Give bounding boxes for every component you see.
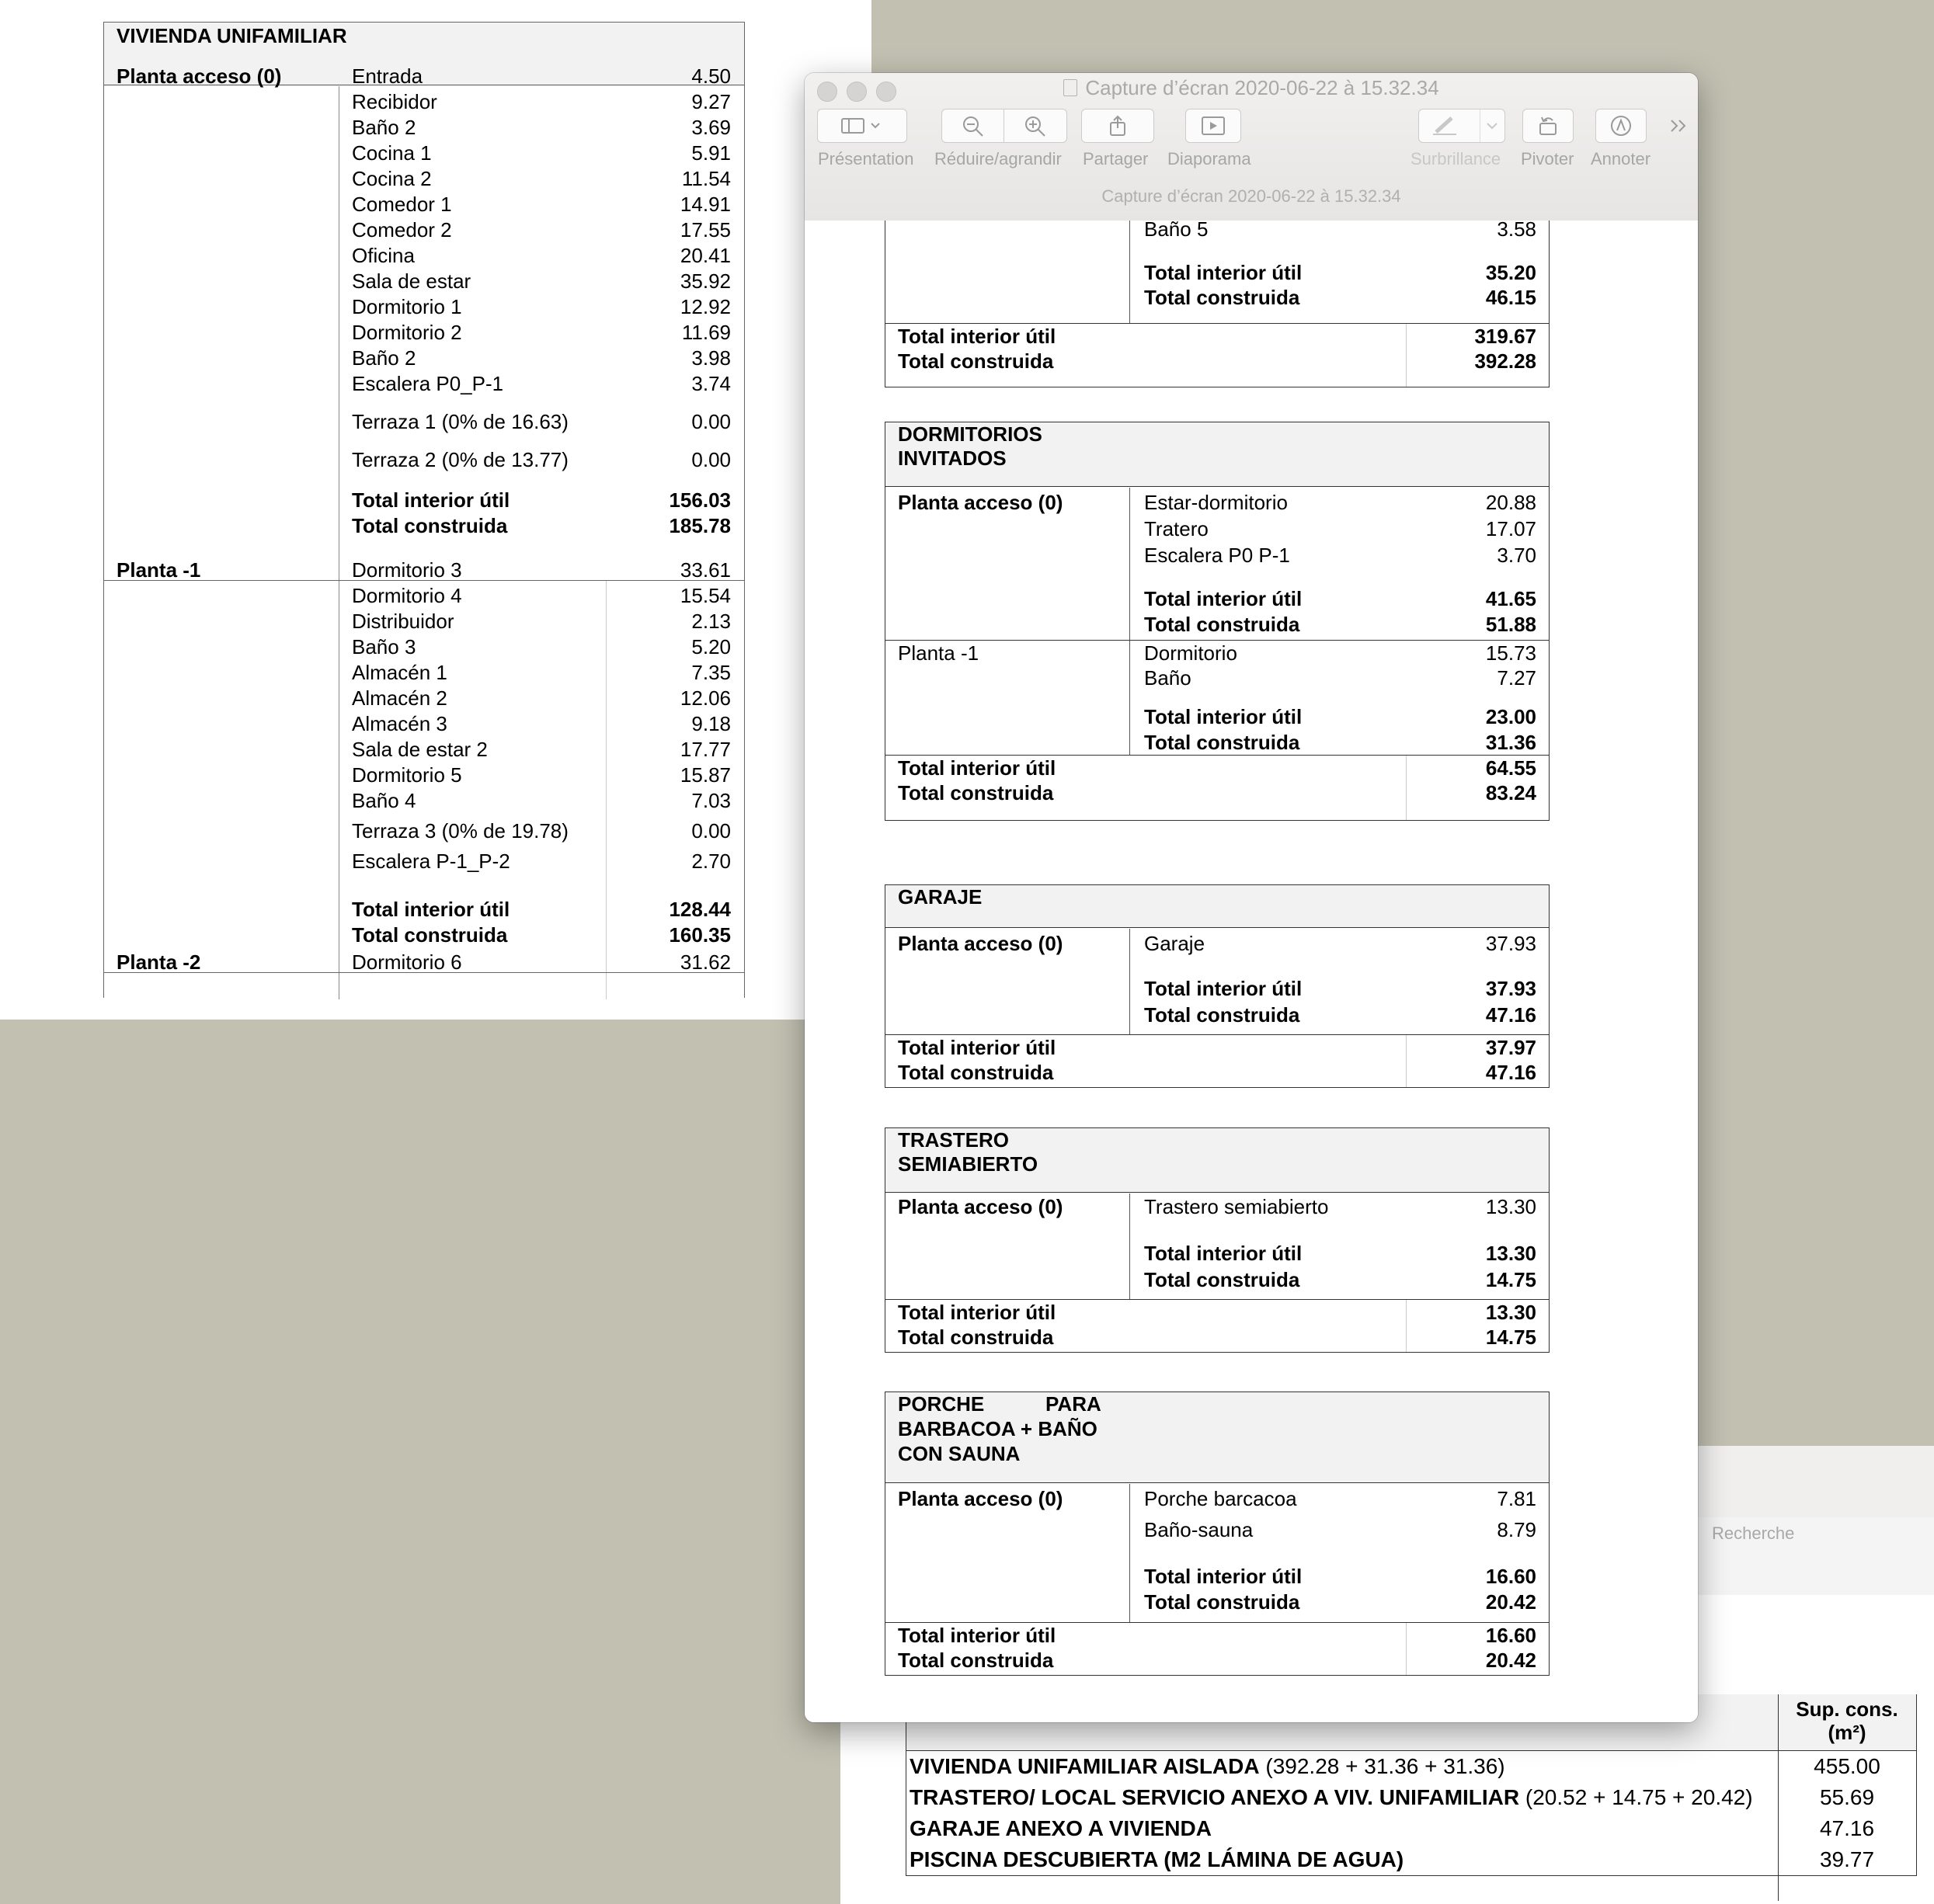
table-row — [352, 346, 731, 370]
table-row — [352, 819, 731, 843]
table-header — [885, 422, 1549, 487]
row-value: 7.35 — [691, 661, 731, 684]
summary-use-name: GARAJE ANEXO A VIVIENDA — [910, 1816, 1212, 1840]
zoom-out-icon[interactable] — [959, 114, 987, 137]
grand-total-util: Total interior útil 64.55 — [898, 756, 1536, 780]
row-value: 31.62 — [680, 950, 731, 974]
row-total-cons: Total construida 47.16 — [1144, 1003, 1536, 1027]
row-total-util — [352, 898, 731, 921]
table-title-line3: CON SAUNA — [898, 1442, 1021, 1465]
row-label: Dormitorio — [1144, 641, 1237, 665]
row-value: 160.35 — [669, 923, 731, 947]
row-label: Dormitorio 6 — [352, 950, 462, 974]
row-total-cons — [352, 923, 731, 947]
table-row — [352, 64, 731, 88]
row-label: Estar-dormitorio — [1144, 491, 1288, 514]
row-total-cons: Total construida 31.36 — [1144, 731, 1536, 754]
section-label: Planta acceso (0) — [898, 932, 1063, 955]
row-value: 13.30 — [1485, 1195, 1536, 1218]
table-row — [352, 763, 731, 787]
zoom-control[interactable] — [941, 109, 1067, 143]
left-document-window — [0, 0, 871, 1020]
table-title: TRASTERO SEMIABIERTO — [898, 1128, 1038, 1176]
column-divider — [1129, 1193, 1130, 1299]
table-row — [1144, 544, 1536, 567]
document-subtitle: Capture d’écran 2020-06-22 à 15.32.34 — [1101, 186, 1401, 206]
summary-value: 455.00 — [1814, 1754, 1880, 1778]
row-total-util: Total interior útil 37.93 — [1144, 977, 1536, 1000]
table-row — [352, 712, 731, 735]
table-row — [352, 661, 731, 684]
row-value: 33.61 — [680, 558, 731, 582]
row-value: 128.44 — [669, 898, 731, 921]
table-title: GARAJE — [898, 885, 983, 909]
table-row — [352, 558, 731, 582]
row-value: 185.78 — [669, 514, 731, 537]
highlight-button[interactable] — [1418, 109, 1505, 143]
table-row — [352, 610, 731, 633]
slideshow-label: Diaporama — [1167, 149, 1251, 169]
table-row — [1144, 666, 1536, 690]
summary-use-name: TRASTERO/ LOCAL SERVICIO ANEXO A VIV. UNIFAMILIAR — [910, 1785, 1520, 1809]
slideshow-button[interactable] — [1185, 109, 1241, 143]
table-row — [1144, 932, 1536, 955]
chevron-down-icon[interactable] — [1484, 120, 1500, 131]
summary-value: 47.16 — [1819, 1816, 1875, 1840]
row-value: 7.03 — [691, 789, 731, 812]
section-label: Planta acceso (0) — [898, 1487, 1063, 1510]
share-icon — [1106, 114, 1129, 137]
row-label: Comedor 1 — [352, 193, 452, 216]
table-row — [352, 269, 731, 293]
slideshow-icon — [1200, 115, 1226, 137]
row-total-cons: Total construida 46.15 — [1144, 286, 1536, 309]
row-label: Escalera P-1_P-2 — [352, 850, 510, 873]
row-value: 0.00 — [691, 448, 731, 471]
table-header — [885, 885, 1549, 928]
rotate-icon — [1536, 114, 1560, 137]
summary-row — [906, 1751, 1916, 1782]
table-row — [1144, 1195, 1536, 1218]
row-label: Dormitorio 4 — [352, 584, 462, 607]
top-fragment-table — [885, 221, 1550, 387]
row-label: Total construida — [352, 514, 508, 537]
table-row — [352, 410, 731, 433]
row-label: Cocina 1 — [352, 141, 432, 165]
row-total-cons: Total construida 51.88 — [1144, 613, 1536, 636]
column-divider — [1129, 1484, 1130, 1622]
row-total-util: Total interior útil 13.30 — [1144, 1242, 1536, 1265]
row-total-util: Total interior útil 16.60 — [1144, 1565, 1536, 1588]
dormitorios-table — [885, 422, 1550, 821]
table-header — [885, 1128, 1549, 1193]
table-row — [352, 584, 731, 607]
row-label: Escalera P0_P-1 — [352, 372, 504, 395]
section-divider — [885, 1299, 1549, 1300]
grand-total-util: Total interior útil 16.60 — [898, 1624, 1536, 1647]
section-label: Planta -1 — [898, 641, 979, 665]
section-divider — [885, 640, 1549, 641]
section-divider — [885, 1034, 1549, 1035]
annotate-button[interactable] — [1595, 109, 1647, 143]
summary-row — [906, 1844, 1916, 1875]
row-label: Baño — [1144, 666, 1191, 690]
row-label: Tratero — [1144, 517, 1209, 540]
section-label: Planta -1 — [117, 558, 201, 582]
table-title-line1a: PORCHE — [898, 1392, 985, 1416]
row-label: Almacén 3 — [352, 712, 447, 735]
table-row — [1144, 1487, 1536, 1510]
row-value: 2.13 — [691, 610, 731, 633]
table-row — [352, 850, 731, 873]
presentation-label: Présentation — [818, 149, 914, 169]
summary-use-name: PISCINA DESCUBIERTA (M2 LÁMINA DE AGUA) — [910, 1847, 1404, 1871]
row-total-cons: Total construida 14.75 — [1144, 1268, 1536, 1291]
summary-use-detail: (392.28 + 31.36 + 31.36) — [1259, 1754, 1505, 1778]
annotate-label: Annoter — [1591, 149, 1651, 169]
row-label: Baño 3 — [352, 635, 416, 658]
table-row — [352, 950, 731, 974]
column-divider — [1129, 221, 1130, 323]
row-value: 3.74 — [691, 372, 731, 395]
row-value: 20.88 — [1485, 491, 1536, 514]
table-row — [352, 141, 731, 165]
row-label: Baño-sauna — [1144, 1518, 1254, 1541]
row-label: Dormitorio 5 — [352, 763, 462, 787]
row-value: 5.20 — [691, 635, 731, 658]
row-label: Dormitorio 2 — [352, 321, 462, 344]
summary-use — [910, 1782, 1753, 1813]
table-row — [352, 372, 731, 395]
summary-row — [906, 1782, 1916, 1813]
row-value: 3.98 — [691, 346, 731, 370]
row-total-util — [352, 488, 731, 512]
table-row — [352, 167, 731, 190]
row-value: 17.07 — [1485, 517, 1536, 540]
summary-value: 39.77 — [1819, 1847, 1875, 1871]
zoom-in-icon[interactable] — [1021, 114, 1049, 137]
grand-total-cons: Total construida 20.42 — [898, 1649, 1536, 1672]
row-value: 156.03 — [669, 488, 731, 512]
summary-use — [910, 1813, 1212, 1844]
row-label: Total construida — [352, 923, 508, 947]
table-row — [1144, 491, 1536, 514]
row-value: 17.77 — [680, 738, 731, 761]
row-value: 15.54 — [680, 584, 731, 607]
document-icon — [1063, 79, 1077, 96]
share-label: Partager — [1083, 149, 1149, 169]
row-total-util: Total interior útil 41.65 — [1144, 587, 1536, 610]
row-value: 12.06 — [680, 686, 731, 710]
grand-total-cons: Total construida 47.16 — [898, 1061, 1536, 1084]
row-label: Dormitorio 3 — [352, 558, 462, 582]
table-row — [352, 295, 731, 318]
row-value: 2.70 — [691, 850, 731, 873]
grand-total-cons: Total construida 14.75 — [898, 1326, 1536, 1349]
table-row — [352, 218, 731, 241]
table-row — [352, 244, 731, 267]
section-divider — [885, 323, 1549, 324]
row-label: Total interior útil — [352, 898, 510, 921]
sidebar-icon — [840, 116, 884, 135]
highlighter-icon — [1430, 115, 1461, 137]
row-value: 35.92 — [680, 269, 731, 293]
row-value: 11.54 — [681, 167, 731, 190]
row-value: 9.27 — [691, 90, 731, 113]
summary-row — [906, 1813, 1916, 1844]
section-divider — [885, 755, 1549, 756]
preview-window — [805, 73, 1698, 1722]
summary-use-name: VIVIENDA UNIFAMILIAR AISLADA — [910, 1754, 1260, 1778]
grand-total-cons: Total construida 83.24 — [898, 781, 1536, 804]
row-label: Trastero semiabierto — [1144, 1195, 1329, 1218]
table-title: VIVIENDA UNIFAMILIAR — [117, 24, 347, 47]
grand-total-util: Total interior útil 319.67 — [898, 325, 1536, 348]
column-divider — [1778, 1694, 1779, 1901]
vivienda-table — [103, 22, 745, 998]
row-bano5: Baño 5 3.58 — [1144, 221, 1536, 241]
row-value: 7.81 — [1497, 1487, 1536, 1510]
row-value: 3.69 — [691, 116, 731, 139]
share-button[interactable] — [1081, 109, 1154, 143]
section-label: Planta acceso (0) — [898, 491, 1063, 514]
highlight-label: Surbrillance — [1410, 149, 1501, 169]
row-value: 20.41 — [680, 244, 731, 267]
table-title: DORMITORIOS INVITADOS — [898, 422, 1042, 470]
column-divider — [1129, 929, 1130, 1034]
row-value: 15.87 — [680, 763, 731, 787]
header-col2: Sup. cons. (m²) — [1796, 1697, 1898, 1744]
column-divider — [1129, 488, 1130, 755]
row-label: Total interior útil — [352, 488, 510, 512]
section-divider — [885, 1622, 1549, 1623]
table-row — [352, 789, 731, 812]
row-value: 12.92 — [680, 295, 731, 318]
row-value: 14.91 — [680, 193, 731, 216]
row-label: Comedor 2 — [352, 218, 452, 241]
column-divider — [606, 973, 607, 999]
row-value: 0.00 — [691, 819, 731, 843]
table-row — [352, 90, 731, 113]
table-row — [352, 738, 731, 761]
window-chrome — [805, 73, 1698, 221]
summary-use — [910, 1844, 1404, 1875]
row-total-util: Total interior útil 35.20 — [1144, 261, 1536, 284]
row-label: Distribuidor — [352, 610, 454, 633]
trastero-table — [885, 1127, 1550, 1353]
table-row — [352, 686, 731, 710]
row-value: 11.69 — [681, 321, 731, 344]
table-title-line2: BARBACOA + BAÑO — [898, 1417, 1097, 1440]
grand-total-cons: Total construida 392.28 — [898, 349, 1536, 373]
row-value: 7.27 — [1497, 666, 1536, 690]
row-value: 8.79 — [1497, 1518, 1536, 1541]
row-value: 0.00 — [691, 410, 731, 433]
table-header — [885, 1392, 1549, 1483]
row-label: Baño 4 — [352, 789, 416, 812]
section-label: Planta acceso (0) — [898, 1195, 1063, 1218]
row-label: Garaje — [1144, 932, 1205, 955]
row-label: Sala de estar — [352, 269, 471, 293]
row-label: Dormitorio 1 — [352, 295, 462, 318]
row-label: Porche barcacoa — [1144, 1487, 1297, 1510]
table-row — [1144, 1518, 1536, 1541]
row-value: 37.93 — [1485, 932, 1536, 955]
row-label: Cocina 2 — [352, 167, 432, 190]
porche-table — [885, 1392, 1550, 1676]
table-row — [352, 448, 731, 471]
summary-use-detail: (20.52 + 14.75 + 20.42) — [1519, 1785, 1753, 1809]
summary-rows — [906, 1751, 1916, 1875]
row-label: Terraza 3 (0% de 19.78) — [352, 819, 569, 843]
table-row — [352, 321, 731, 344]
row-total-util: Total interior útil 23.00 — [1144, 705, 1536, 728]
row-total-cons — [352, 514, 731, 537]
grand-total-util: Total interior útil 13.30 — [898, 1301, 1536, 1324]
row-label: Almacén 2 — [352, 686, 447, 710]
window-title — [805, 76, 1698, 100]
row-label: Terraza 2 (0% de 13.77) — [352, 448, 569, 471]
section-label: Planta acceso (0) — [117, 64, 282, 88]
zoom-label: Réduire/agrandir — [934, 149, 1062, 169]
table-title-line1b: PARA — [1045, 1392, 1101, 1416]
row-total-cons: Total construida 20.42 — [1144, 1590, 1536, 1614]
row-label: Baño 2 — [352, 116, 416, 139]
more-chevron-icon[interactable] — [1668, 118, 1689, 134]
row-value: 17.55 — [680, 218, 731, 241]
row-label: Escalera P0 P-1 — [1144, 544, 1290, 567]
section-label: Planta -2 — [117, 950, 201, 974]
table-row — [352, 116, 731, 139]
rotate-button[interactable] — [1522, 109, 1574, 143]
row-label: Terraza 1 (0% de 16.63) — [352, 410, 569, 433]
row-value: 4.50 — [691, 64, 731, 88]
row-label: Oficina — [352, 244, 415, 267]
row-label: Sala de estar 2 — [352, 738, 488, 761]
presentation-button[interactable] — [817, 109, 907, 143]
row-label: Entrada — [352, 64, 423, 88]
table-row — [352, 193, 731, 216]
row-label: Recibidor — [352, 90, 437, 113]
search-field[interactable]: Recherche — [1712, 1524, 1795, 1543]
row-value: 3.70 — [1497, 544, 1536, 567]
preview-document — [805, 221, 1698, 1722]
summary-value: 55.69 — [1819, 1785, 1875, 1809]
markup-pen-icon — [1609, 113, 1633, 138]
table-row — [1144, 641, 1536, 665]
row-value: 15.73 — [1485, 641, 1536, 665]
row-label: Almacén 1 — [352, 661, 447, 684]
row-value: 5.91 — [691, 141, 731, 165]
row-label: Baño 2 — [352, 346, 416, 370]
table-row — [352, 635, 731, 658]
rotate-label: Pivoter — [1521, 149, 1574, 169]
garaje-table — [885, 884, 1550, 1088]
grand-total-util: Total interior útil 37.97 — [898, 1036, 1536, 1059]
row-value: 9.18 — [691, 712, 731, 735]
summary-use — [910, 1751, 1505, 1782]
table-row — [1144, 517, 1536, 540]
window-title-text: Capture d’écran 2020-06-22 à 15.32.34 — [1085, 76, 1439, 99]
